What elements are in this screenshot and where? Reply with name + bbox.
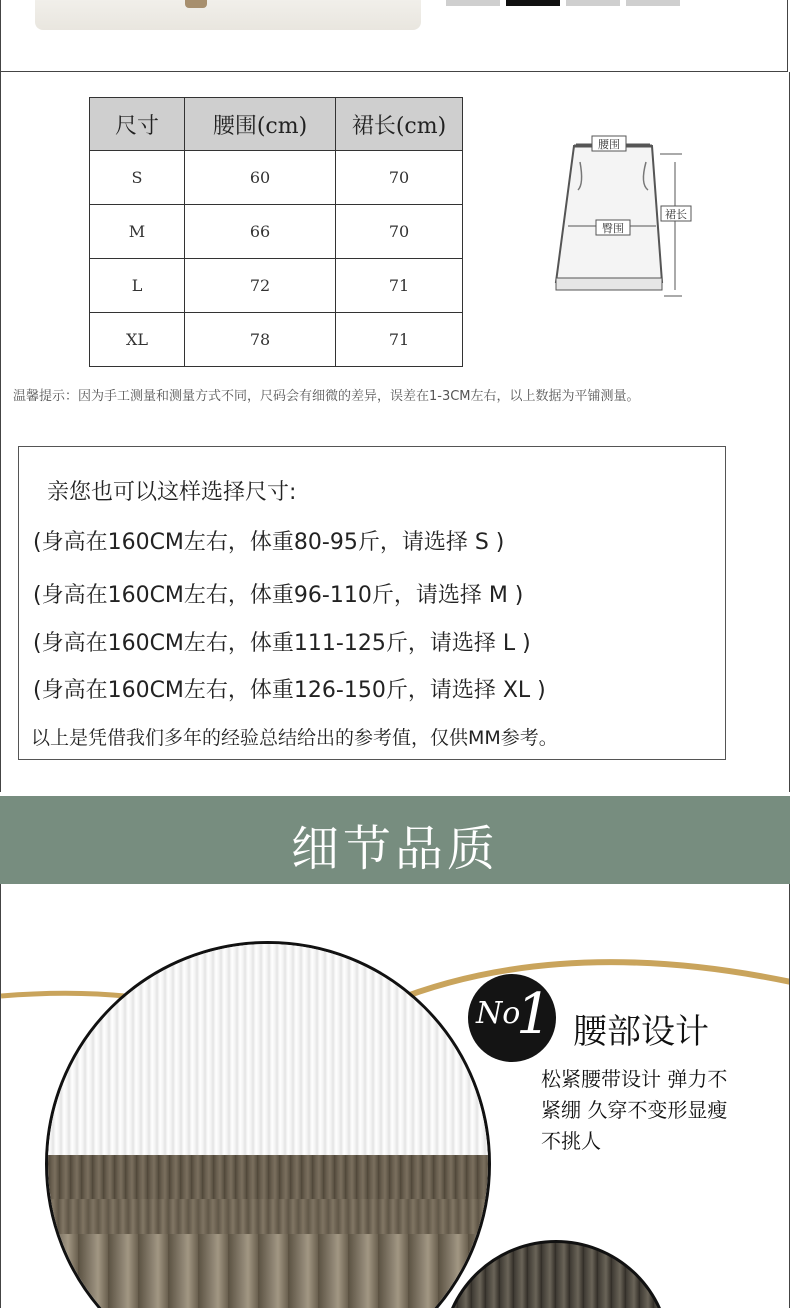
advice-title: 亲您也可以这样选择尺寸: [47,480,297,505]
table-row [90,259,463,313]
hip-label: 臀围 [602,222,624,235]
advice-line-m: (身高在160CM左右，体重96-110斤，请选择 M ) [33,583,524,608]
number-badge [468,974,556,1062]
header-size: 尺寸 [90,98,185,151]
cell-waist: 78 [185,313,336,367]
size-table-header [90,98,463,151]
waistband-closeup-image [45,941,491,1308]
badge-number: 1 [516,982,552,1047]
color-swatches [446,0,680,6]
table-row [90,205,463,259]
detail-section [0,884,790,1308]
cell-size: S [90,151,185,205]
cell-length: 71 [336,259,463,313]
swatch-black[interactable] [506,0,560,6]
belt-clasp [185,0,207,8]
header-waist: 腰围(cm) [185,98,336,151]
header-length: 裙长(cm) [336,98,463,151]
size-table [89,97,463,367]
advice-line-xl: (身高在160CM左右，体重126-150斤，请选择 XL ) [33,678,546,703]
cell-size: XL [90,313,185,367]
cell-waist: 66 [185,205,336,259]
advice-footer: 以上是凭借我们多年的经验总结给出的参考值，仅供MM参考。 [31,727,558,749]
detail-quality-banner [0,796,790,884]
swatch-grey[interactable] [566,0,620,6]
feature-desc-line: 紧绷 久穿不变形显瘦 [541,1098,728,1122]
feature-description [541,1064,769,1157]
cell-length: 70 [336,205,463,259]
feature-desc-line: 松紧腰带设计 弹力不 [541,1067,728,1091]
length-label: 裙长 [665,208,687,221]
badge-prefix: No [476,996,521,1031]
skirt-diagram [540,132,700,302]
cell-length: 71 [336,313,463,367]
product-photo-crop [35,0,421,30]
feature-title: 腰部设计 [573,1012,709,1052]
waist-label: 腰围 [598,138,620,151]
cell-waist: 60 [185,151,336,205]
feature-desc-line: 不挑人 [541,1129,601,1153]
cell-waist: 72 [185,259,336,313]
cell-size: L [90,259,185,313]
skirt-outline [556,146,662,282]
swatch-beige[interactable] [626,0,680,6]
table-row [90,151,463,205]
advice-line-l: (身高在160CM左右，体重111-125斤，请选择 L ) [33,631,531,656]
measurement-note: 温馨提示：因为手工测量和测量方式不同，尺码会有细微的差异，误差在1-3CM左右，以上数据为平铺测量。 [13,389,640,404]
banner-title: 细节品质 [290,821,499,877]
cell-length: 70 [336,151,463,205]
table-row [90,313,463,367]
swatch-light[interactable] [446,0,500,6]
top-product-strip [0,0,788,72]
cell-size: M [90,205,185,259]
advice-line-s: (身高在160CM左右，体重80-95斤，请选择 S ) [33,530,505,555]
size-advice-box [18,446,726,760]
